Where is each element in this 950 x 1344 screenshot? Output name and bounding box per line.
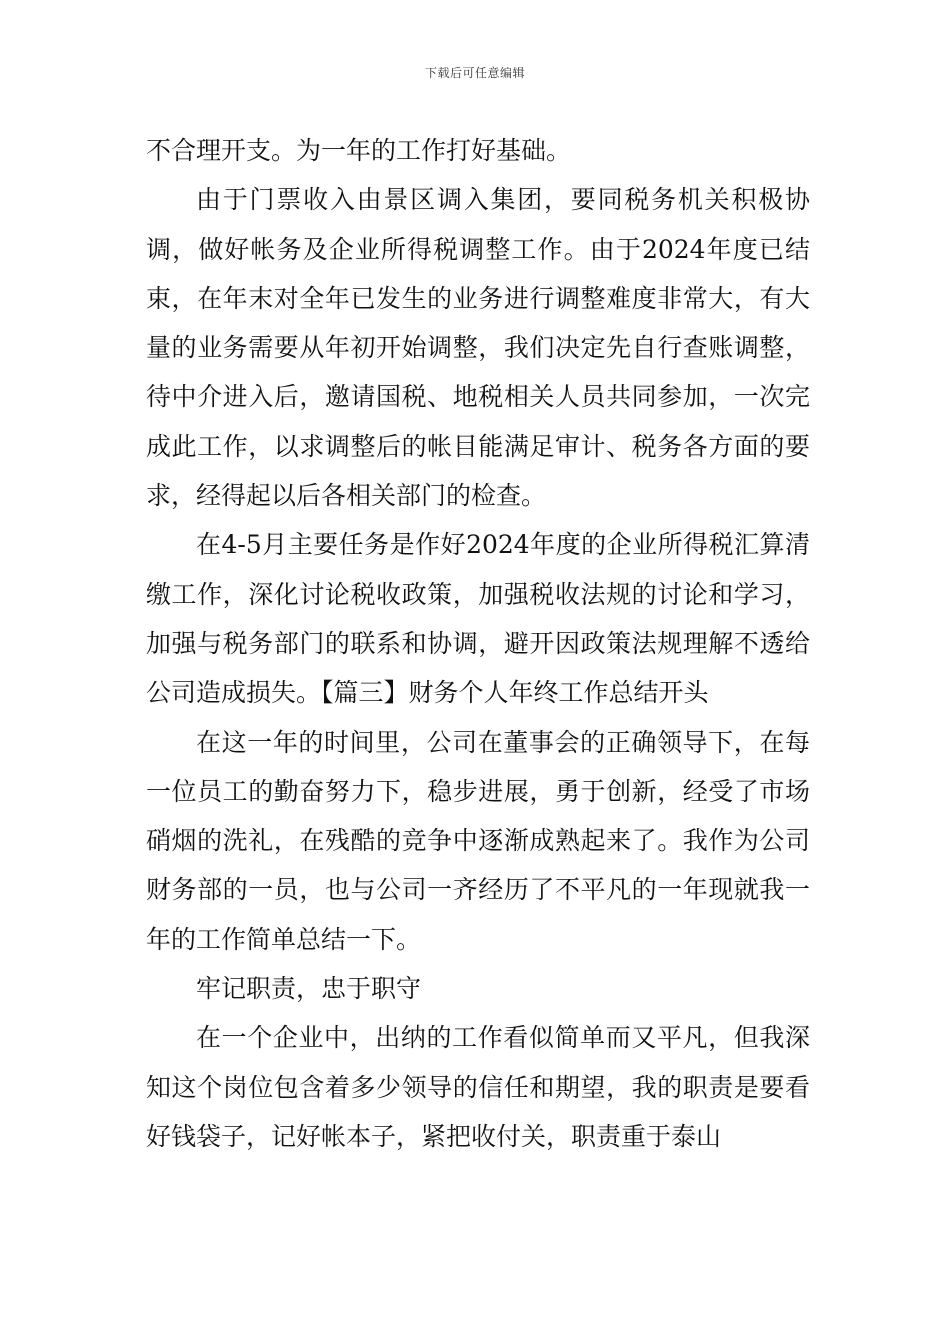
section-heading-duty: 牢记职责，忠于职守 [196, 974, 422, 1004]
paragraph-tax-adjustment: 由于门票收入由景区调入集团，要同税务机关积极协调，做好帐务及企业所得税调整工作。由于2024年度已结束，在年末对全年已发生的业务进行调整难度非常大，有大量的业务需要从年初开始调整，我们决定先自行查账调整，待中介进入后，邀请国税、地税相关人员共同参加，一次完成此工作，以求调整后的帐目能满足审计、税务各方面的要求，经得起以后各相关部门的检查。 [146, 185, 810, 511]
page-header: 下载后可任意编辑 [424, 66, 525, 80]
paragraph-continuation: 不合理开支。为一年的工作打好基础。 [146, 136, 572, 165]
paragraph-cashier-duty: 在一个企业中，出纳的工作看似简单而又平凡，但我深知这个岗位包含着多少领导的信任和期望，我的职责是要看好钱袋子，记好帐本子，紧把收付关，职责重于泰山 [146, 1023, 810, 1151]
paragraph-year-review: 在这一年的时间里，公司在董事会的正确领导下，在每一位员工的勤奋努力下，稳步进展，勇于创新，经受了市场硝烟的洗礼，在残酷的竞争中逐渐成熟起来了。我作为公司财务部的一员，也与公司一齐经历了不平凡的一年现就我一年的工作简单总结一下。 [146, 727, 810, 954]
document-body [146, 126, 810, 1161]
paragraph-tax-settlement: 在4-5月主要任务是作好2024年度的企业所得税汇算清缴工作，深化讨论税收政策，加强税收法规的讨论和学习，加强与税务部门的联系和协调，避开因政策法规理解不透给公司造成损失。【篇三】财务个人年终工作总结开头 [146, 530, 810, 708]
